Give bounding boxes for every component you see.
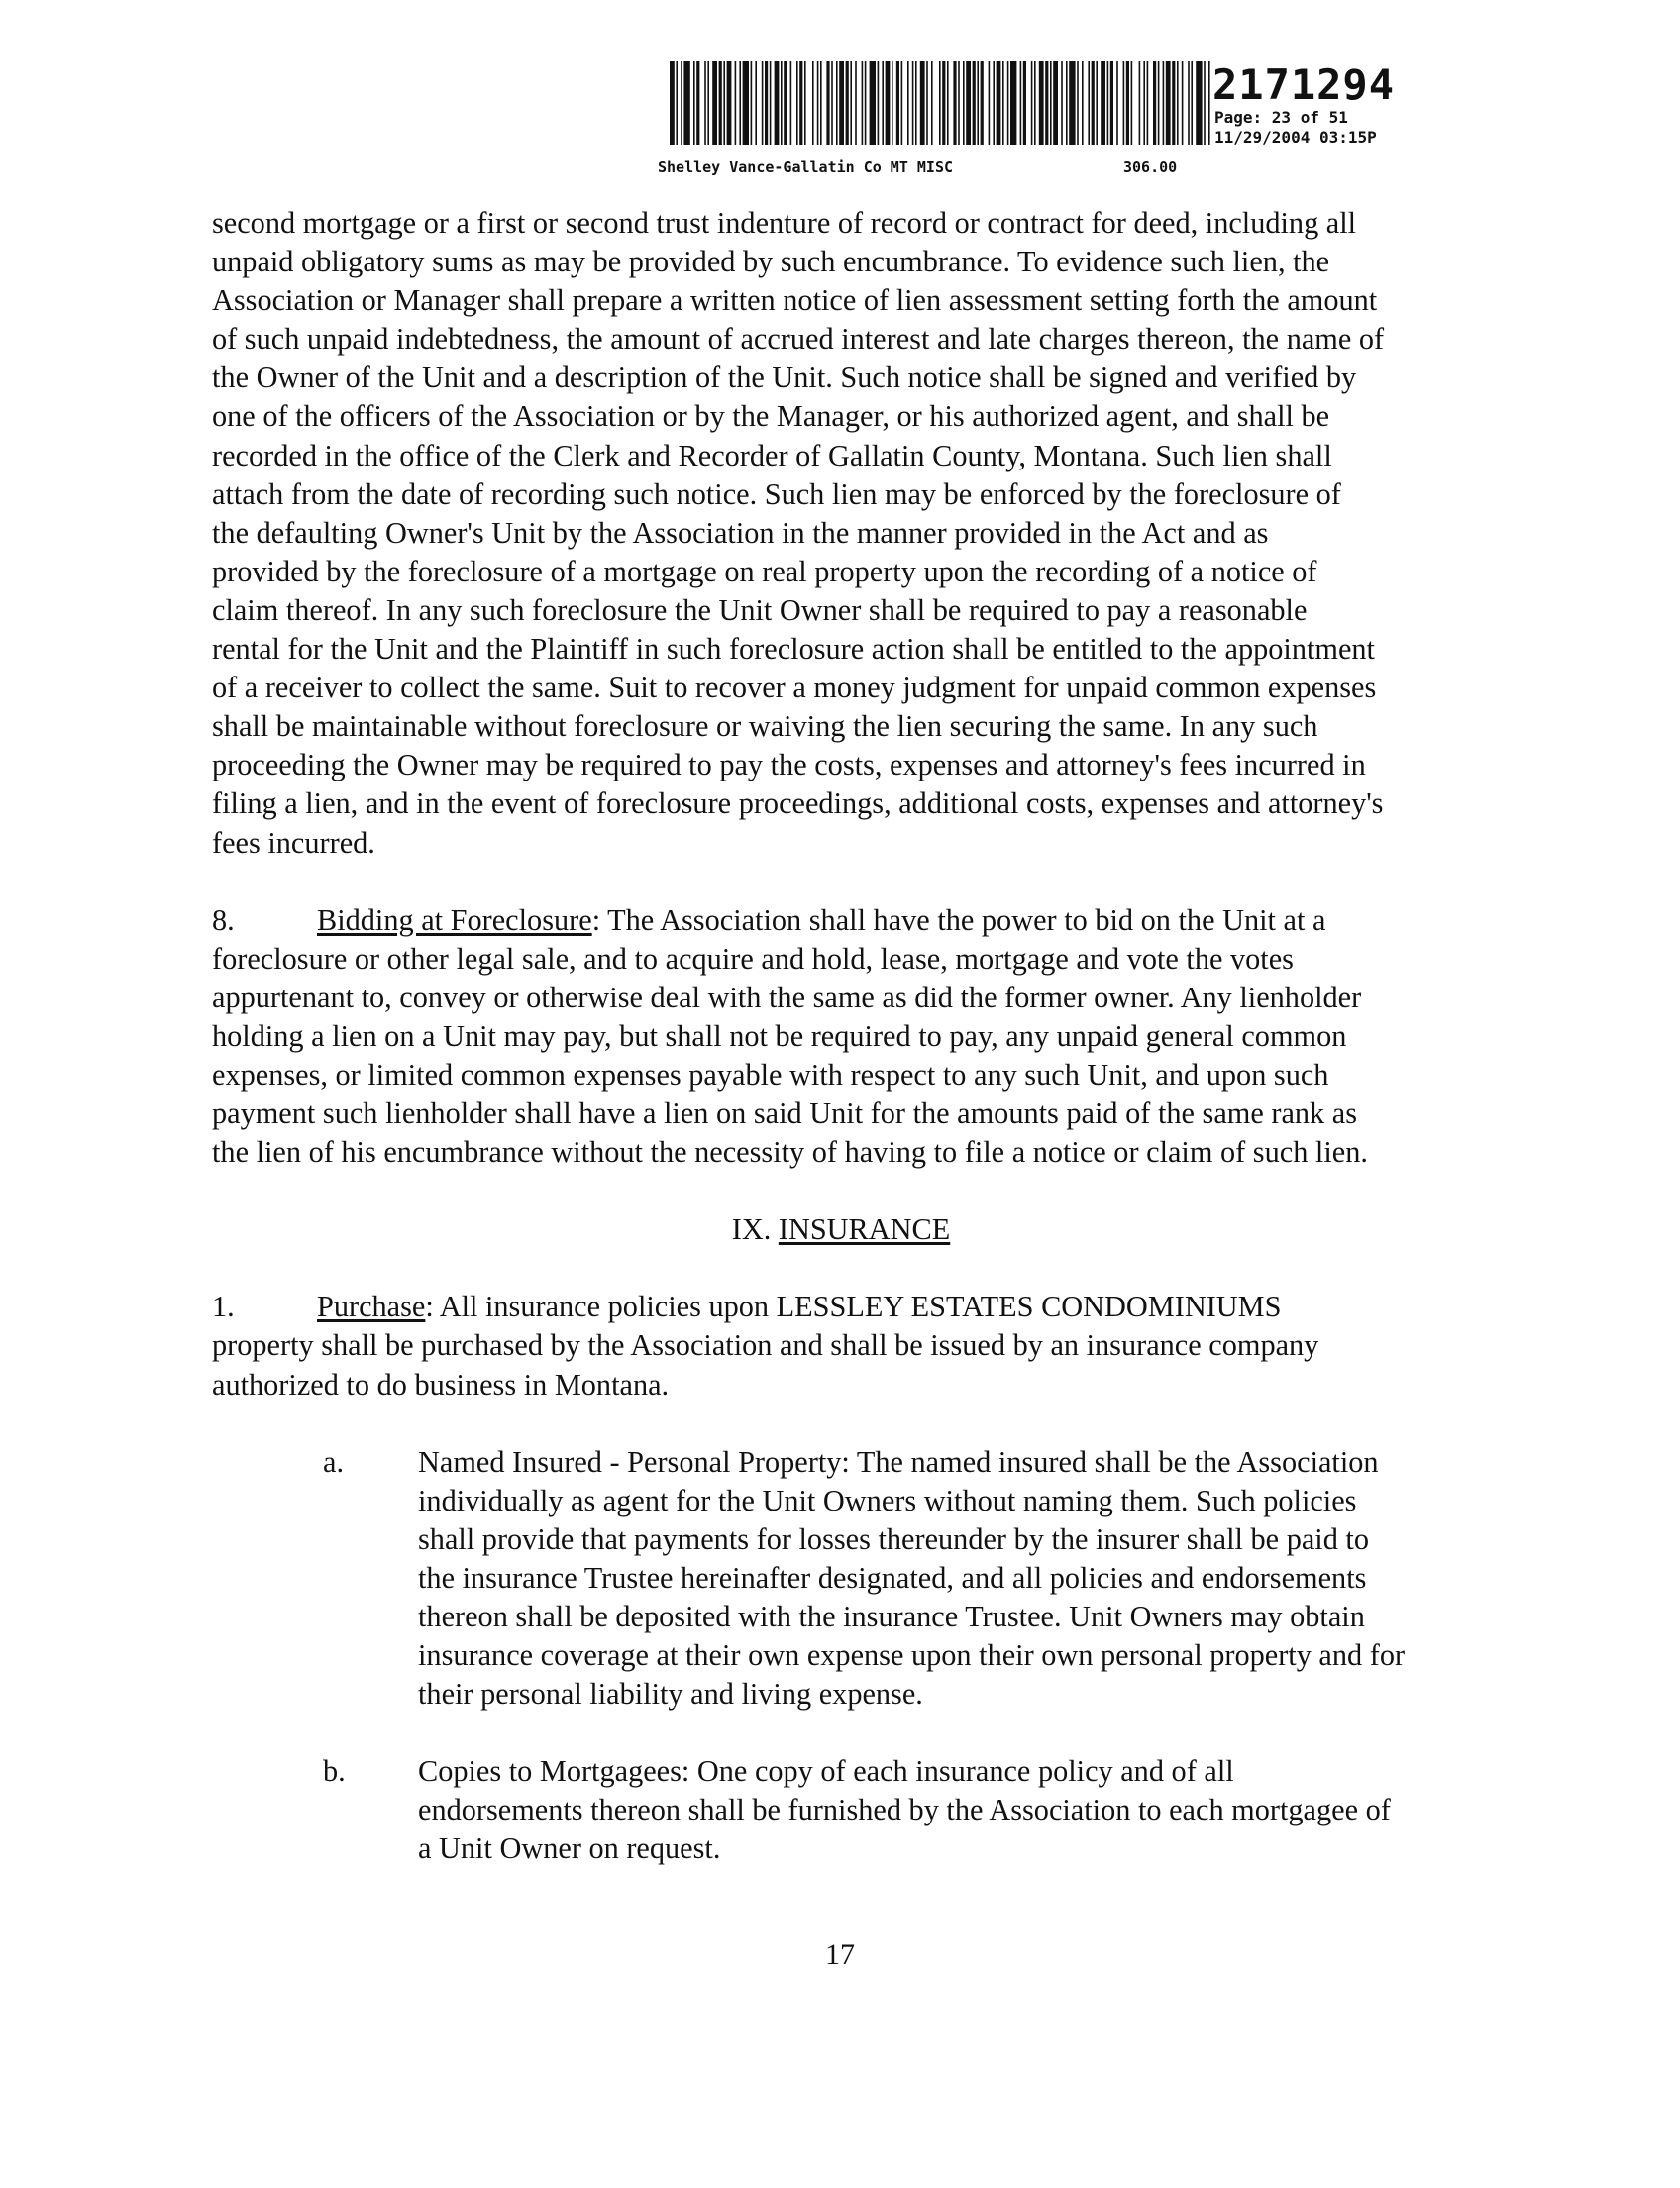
paragraph-line: fees incurred. <box>212 825 375 860</box>
subsection-a-named-insured <box>212 1443 1500 1715</box>
barcode-bar <box>1101 61 1105 145</box>
paragraph-line: claim thereof. In any such foreclosure the Unit Owner shall be required to pay a reasonable <box>212 592 1308 627</box>
barcode-bar <box>947 61 949 145</box>
barcode-bar <box>765 61 768 145</box>
article-numeral: IX. <box>731 1212 779 1247</box>
paragraph-line: of such unpaid indebtedness, the amount of accrued interest and late charges thereon, the name of <box>212 322 1385 357</box>
barcode-bar <box>1182 61 1184 145</box>
barcode-bar <box>1110 61 1113 145</box>
barcode-bar <box>1116 61 1118 145</box>
paragraph-line: authorized to do business in Montana. <box>212 1367 670 1402</box>
barcode-bar <box>993 61 995 145</box>
document-body <box>212 204 1500 1869</box>
barcode-bar <box>762 61 764 145</box>
barcode-bar <box>1158 61 1160 145</box>
section-number: 8. <box>212 902 235 937</box>
paragraph-line: property shall be purchased by the Association and shall be issued by an insurance company <box>212 1328 1319 1363</box>
barcode-bar <box>1191 61 1193 145</box>
barcode-bar <box>1126 61 1129 145</box>
article-title: INSURANCE <box>778 1212 951 1247</box>
barcode-bar <box>839 61 844 145</box>
paragraph-line: Named Insured - Personal Property: The named insured shall be the Association <box>418 1444 1379 1479</box>
barcode-bar <box>770 61 772 145</box>
clerk-name: Shelley Vance-Gallatin Co MT MISC <box>658 158 954 176</box>
barcode-bar <box>1166 61 1171 145</box>
barcode-bar <box>739 61 741 145</box>
barcode-bar <box>901 61 903 145</box>
paragraph-line: shall be maintainable without foreclosure or waiving the lien securing the same. In any such <box>212 709 1318 744</box>
paragraph-line: foreclosure or other legal sale, and to acquire and hold, lease, mortgage and vote the votes <box>212 941 1294 976</box>
paragraph-line: rental for the Unit and the Plaintiff in such foreclosure action shall be entitled to the appointment <box>212 632 1375 667</box>
barcode-bar <box>1066 61 1068 145</box>
barcode-bar <box>1034 61 1036 145</box>
paragraph-line: Association or Manager shall prepare a written notice of lien assessment setting forth the amount <box>212 283 1378 318</box>
barcode-bar <box>1050 61 1052 145</box>
barcode-bar <box>775 61 780 145</box>
barcode-bar <box>892 61 893 145</box>
barcode-bar <box>1092 61 1095 145</box>
section-number: 1. <box>212 1290 235 1324</box>
barcode-bar <box>1131 61 1133 145</box>
article-heading <box>212 1210 1470 1249</box>
barcode-bar <box>1007 61 1009 145</box>
paragraph-line: provided by the foreclosure of a mortgage on real property upon the recording of a notice of <box>212 554 1317 588</box>
barcode-bar <box>1061 61 1063 145</box>
barcode-bar <box>1077 61 1079 145</box>
barcode-bar <box>915 61 917 145</box>
barcode-bar <box>939 61 941 145</box>
barcode-bar <box>1045 61 1048 145</box>
barcode-bar <box>997 61 1001 145</box>
barcode-bar <box>712 61 717 145</box>
barcode-bar <box>727 61 732 145</box>
document-number: 2171294 <box>1212 60 1396 109</box>
barcode-bar <box>886 61 891 145</box>
paragraph-line: their personal liability and living expense. <box>418 1677 923 1712</box>
barcode-bar <box>865 61 867 145</box>
barcode-bar <box>799 61 802 145</box>
barcode-bar <box>1143 61 1145 145</box>
section-title: Purchase <box>317 1290 426 1324</box>
barcode-bar <box>862 61 864 145</box>
barcode-bar <box>973 61 976 145</box>
paragraph-line: payment such lienholder shall have a lien on said Unit for the amounts paid of the same rank as <box>212 1096 1358 1131</box>
barcode-bar <box>831 61 833 145</box>
paragraph-line: filing a lien, and in the event of foreclosure proceedings, additional costs, expenses and attorney's <box>212 786 1384 821</box>
barcode-bar <box>743 61 749 145</box>
barcode-bar <box>817 61 819 145</box>
page-number: 17 <box>825 1938 855 1971</box>
barcode-bar <box>1172 61 1175 145</box>
barcode-bar <box>942 61 945 145</box>
barcode-bar <box>719 61 722 145</box>
paragraph-line: holding a lien on a Unit may pay, but shall not be required to pay, any unpaid general common <box>212 1018 1347 1053</box>
barcode-bar <box>966 61 971 145</box>
barcode-bar <box>735 61 737 145</box>
page-info: Page: 23 of 51 <box>1214 108 1348 127</box>
barcode-bar <box>820 61 822 145</box>
paragraph-line: thereon shall be deposited with the insurance Trustee. Unit Owners may obtain <box>418 1600 1365 1633</box>
paragraph-line: attach from the date of recording such notice. Such lien may be enforced by the foreclosure of <box>212 476 1341 511</box>
barcode-bar <box>1147 61 1149 145</box>
barcode-bar <box>707 61 709 145</box>
barcode-bar <box>977 61 979 145</box>
barcode-bar <box>1082 61 1084 145</box>
barcode-bar <box>1069 61 1075 145</box>
paragraph-line: recorded in the office of the Clerk and Recorder of Gallatin County, Montana. Such lien shall <box>212 438 1332 472</box>
paragraph-line: appurtenant to, convey or otherwise deal with the same as did the former owner. Any lienholder <box>212 980 1362 1014</box>
barcode-bar <box>963 61 965 145</box>
barcode-bar <box>681 61 682 145</box>
paragraph-line: the insurance Trustee hereinafter designated, and all policies and endorsements <box>418 1560 1367 1595</box>
paragraph-line: Copies to Mortgagees: One copy of each insurance policy and of all <box>418 1754 1234 1789</box>
barcode-bar <box>804 61 806 145</box>
paragraph-line: individually as agent for the Unit Owners without naming them. Such policies <box>418 1483 1357 1517</box>
barcode-bar <box>723 61 725 145</box>
barcode-bar <box>855 61 857 145</box>
barcode-bar <box>1096 61 1098 145</box>
barcode-bar <box>1107 61 1109 145</box>
paragraph-line: second mortgage or a first or second trust indenture of record or contract for deed, including all <box>212 206 1357 240</box>
paragraph-line: endorsements thereon shall be furnished by the Association to each mortgagee of <box>418 1793 1391 1827</box>
subsection-label: a. <box>323 1444 345 1479</box>
barcode-bar <box>1204 61 1206 145</box>
barcode-bar <box>751 61 753 145</box>
barcode-bar <box>926 61 928 145</box>
barcode-bar <box>958 61 960 145</box>
section-title: Bidding at Foreclosure <box>317 902 592 937</box>
subsection-label: b. <box>323 1754 346 1789</box>
barcode-bar <box>1163 61 1165 145</box>
barcode-bar <box>704 61 706 145</box>
paragraph-line: one of the officers of the Association or by the Manager, or his authorized agent, and shall be <box>212 399 1330 434</box>
paragraph-line: expenses, or limited common expenses payable with respect to any such Unit, and upon such <box>212 1057 1329 1092</box>
paragraph-line: of a receiver to collect the same. Suit to recover a money judgment for unpaid common expenses <box>212 671 1377 705</box>
section-8-bidding-at-foreclosure <box>212 901 1500 1173</box>
barcode <box>670 61 1214 145</box>
paragraph-line: proceeding the Owner may be required to pay the costs, expenses and attorney's fees incurred in <box>212 748 1366 782</box>
barcode-bar <box>989 61 991 145</box>
barcode-bar <box>784 61 787 145</box>
paragraph-line: the lien of his encumbrance without the necessity of having to file a notice or claim of such lien. <box>212 1135 1368 1170</box>
barcode-bar <box>1153 61 1156 145</box>
barcode-bar <box>676 61 678 145</box>
paragraph-line: the Owner of the Unit and a description of the Unit. Such notice shall be signed and verified by <box>212 361 1357 395</box>
barcode-bar <box>1053 61 1058 145</box>
paragraph-line: unpaid obligatory sums as may be provided by such encumbrance. To evidence such lien, the <box>212 245 1330 279</box>
barcode-bar <box>790 61 792 145</box>
barcode-bar <box>1010 61 1016 145</box>
paragraph-line: shall provide that payments for losses thereunder by the insurer shall be paid to <box>418 1521 1370 1556</box>
barcode-bar <box>693 61 695 145</box>
paragraph-line: a Unit Owner on request. <box>418 1831 721 1866</box>
barcode-bar <box>1123 61 1125 145</box>
barcode-bar <box>920 61 925 145</box>
barcode-bar <box>1039 61 1044 145</box>
section-text: : All insurance policies upon LESSLEY ESTATES CONDOMINIUMS <box>425 1290 1282 1324</box>
barcode-bar <box>870 61 876 145</box>
barcode-bar <box>1139 61 1141 145</box>
barcode-bar <box>670 61 675 145</box>
barcode-bar <box>931 61 933 145</box>
barcode-bar <box>981 61 984 145</box>
barcode-bar <box>912 61 914 145</box>
barcode-bar <box>1020 61 1022 145</box>
barcode-bar <box>1088 61 1090 145</box>
barcode-bar <box>846 61 849 145</box>
barcode-bar <box>882 61 884 145</box>
barcode-bar <box>907 61 909 145</box>
barcode-bar <box>696 61 699 145</box>
barcode-bar <box>896 61 899 145</box>
barcode-bar <box>683 61 689 145</box>
barcode-bar <box>781 61 783 145</box>
barcode-bar <box>1002 61 1004 145</box>
lien-paragraph <box>212 204 1500 863</box>
barcode-bar <box>755 61 757 145</box>
subsection-b-copies-to-mortgagees <box>212 1752 1500 1868</box>
barcode-bar <box>1196 61 1202 145</box>
barcode-bar <box>1208 61 1210 145</box>
barcode-bar <box>826 61 829 145</box>
barcode-bar <box>796 61 798 145</box>
recording-date: 11/29/2004 03:15P <box>1214 128 1377 147</box>
barcode-bar <box>953 61 956 145</box>
recording-stamp <box>658 61 1411 182</box>
barcode-bar <box>836 61 838 145</box>
barcode-bar <box>1188 61 1190 145</box>
section-1-purchase <box>212 1288 1500 1404</box>
barcode-bar <box>1177 61 1179 145</box>
barcode-bar <box>1031 61 1033 145</box>
barcode-bar <box>812 61 814 145</box>
barcode-bar <box>878 61 880 145</box>
paragraph-line: the defaulting Owner's Unit by the Association in the manner provided in the Act and as <box>212 515 1269 550</box>
section-text: : The Association shall have the power to bid on the Unit at a <box>591 902 1326 937</box>
paragraph-line: insurance coverage at their own expense upon their own personal property and for <box>418 1638 1406 1673</box>
barcode-bar <box>850 61 852 145</box>
barcode-bar <box>1023 61 1026 145</box>
recording-fee: 306.00 <box>1123 158 1178 176</box>
